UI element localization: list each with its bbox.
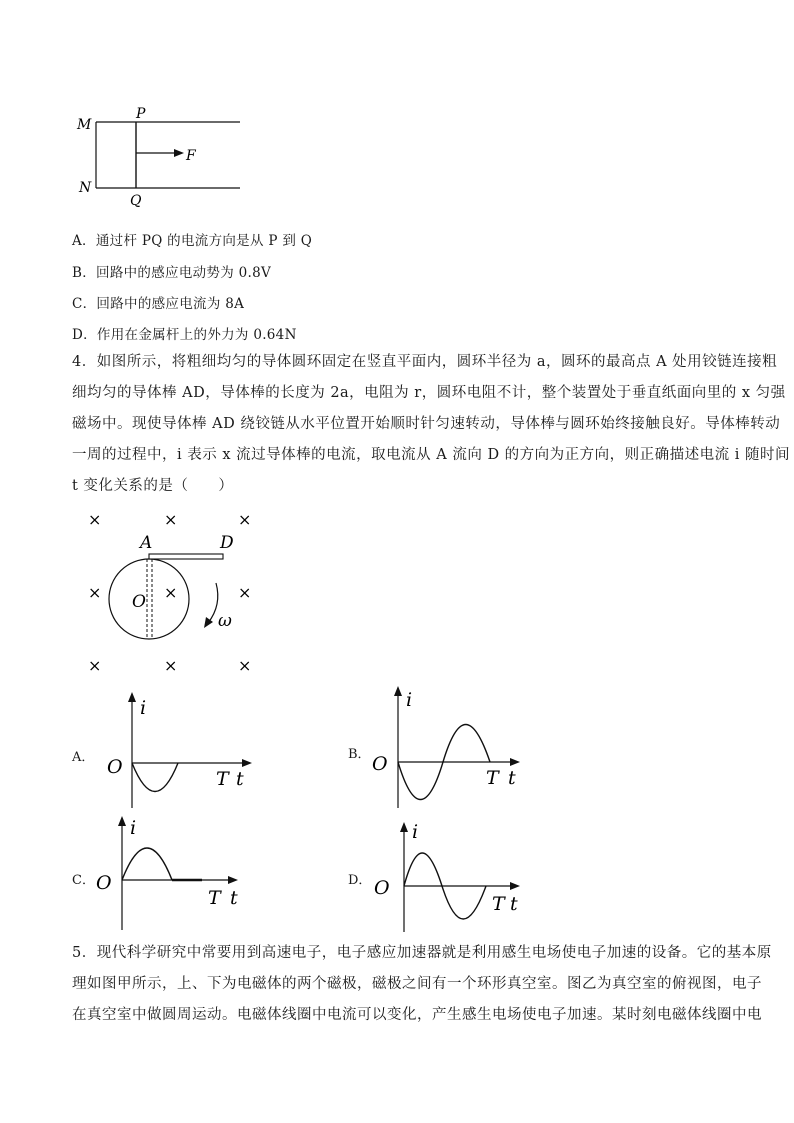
choice-a-graph: [100, 688, 260, 813]
label-t: t: [508, 767, 516, 789]
label-q: Q: [130, 193, 142, 209]
label-o: O: [107, 756, 123, 778]
q5-stem: [72, 938, 772, 1031]
cross-6: ×: [238, 583, 252, 602]
label-i: i: [130, 817, 137, 839]
ring-figure: [80, 505, 270, 675]
axis-t-head: [510, 758, 520, 766]
rotation-arrow: [208, 583, 218, 623]
label-o: O: [372, 753, 388, 775]
label-t: t: [236, 768, 244, 790]
q3-option-d: D．作用在金属杆上的外力为 0.64N: [72, 327, 297, 343]
q5-line-1: 5．现代科学研究中常要用到高速电子，电子感应加速器就是利用感生电场使电子加速的设备。它的基本原: [72, 945, 772, 961]
label-T: T: [208, 887, 221, 909]
q3-option-a: A．通过杆 PQ 的电流方向是从 P 到 Q: [72, 233, 313, 249]
label-i: i: [412, 821, 419, 843]
axis-t-head: [242, 759, 252, 767]
label-d: D: [220, 533, 234, 553]
choice-a-label: A．: [72, 750, 95, 765]
choice-b-label: B．: [348, 747, 371, 762]
choice-b-graph: [368, 682, 530, 812]
label-t: t: [230, 887, 238, 909]
cross-5: ×: [164, 583, 178, 602]
rod-ad: [149, 554, 223, 559]
label-t: t: [510, 893, 518, 915]
cross-2: ×: [164, 510, 178, 529]
label-i: i: [406, 689, 413, 711]
label-p: P: [136, 106, 146, 122]
cross-7: ×: [88, 656, 102, 675]
label-o: O: [374, 877, 390, 899]
cross-4: ×: [88, 583, 102, 602]
choice-d-graph: [370, 818, 530, 936]
q4-line-3: 磁场中。现使导体棒 AD 绕铰链从水平位置开始顺时针匀速转动，导体棒与圆环始终接触良好。导体棒转动: [72, 416, 781, 432]
axis-i-head: [128, 692, 136, 702]
cross-9: ×: [238, 656, 252, 675]
curve: [122, 848, 172, 880]
choice-c-label: C．: [72, 873, 95, 888]
label-a: A: [140, 533, 153, 553]
label-T: T: [216, 768, 229, 790]
axis-i-head: [394, 686, 402, 696]
label-o: O: [96, 872, 112, 894]
q3-option-b: B．回路中的感应电动势为 0.8V: [72, 265, 272, 281]
choice-d-label: D．: [348, 873, 372, 888]
choice-c-graph: [92, 812, 252, 932]
curve: [132, 763, 178, 792]
q5-line-2: 理如图甲所示，上、下为电磁体的两个磁极，磁极之间有一个环形真空室。图乙为真空室的俯视图，电子: [72, 976, 762, 992]
q4-line-2: 细均匀的导体棒 AD，导体棒的长度为 2a，电阻为 r，圆环电阻不计，整个装置处于垂直纸面向里的 x 匀强: [72, 385, 786, 401]
label-f: F: [186, 148, 196, 164]
q4-stem: [72, 347, 791, 502]
axis-i-head: [400, 822, 408, 832]
q4-line-4: 一周的过程中，i 表示 x 流过导体棒的电流，取电流从 A 流向 D 的方向为正方向，则正确描述电流 i 随时间: [72, 447, 791, 463]
q5-line-3: 在真空室中做圆周运动。电磁体线圈中电流可以变化，产生感生电场使电子加速。某时刻电磁体线圈中电: [72, 1007, 762, 1023]
label-m: M: [77, 117, 92, 133]
label-omega: ω: [218, 611, 232, 631]
label-n: N: [79, 180, 92, 196]
q3-option-c: C．回路中的感应电流为 8A: [72, 296, 245, 312]
cross-3: ×: [238, 510, 252, 529]
label-i: i: [140, 697, 147, 719]
force-arrow-head: [174, 149, 184, 157]
axis-t-head: [228, 876, 238, 884]
rails-figure: [70, 100, 250, 210]
q4-line-5: t 变化关系的是（ ）: [72, 478, 234, 494]
label-o: O: [132, 592, 146, 612]
cross-8: ×: [164, 656, 178, 675]
axis-i-head: [118, 816, 126, 826]
cross-1: ×: [88, 510, 102, 529]
label-T: T: [486, 767, 499, 789]
label-T: T: [492, 893, 505, 915]
axis-t-head: [510, 882, 520, 890]
q4-line-1: 4．如图所示，将粗细均匀的导体圆环固定在竖直平面内，圆环半径为 a，圆环的最高点 A 处用铰链连接粗: [72, 354, 778, 370]
